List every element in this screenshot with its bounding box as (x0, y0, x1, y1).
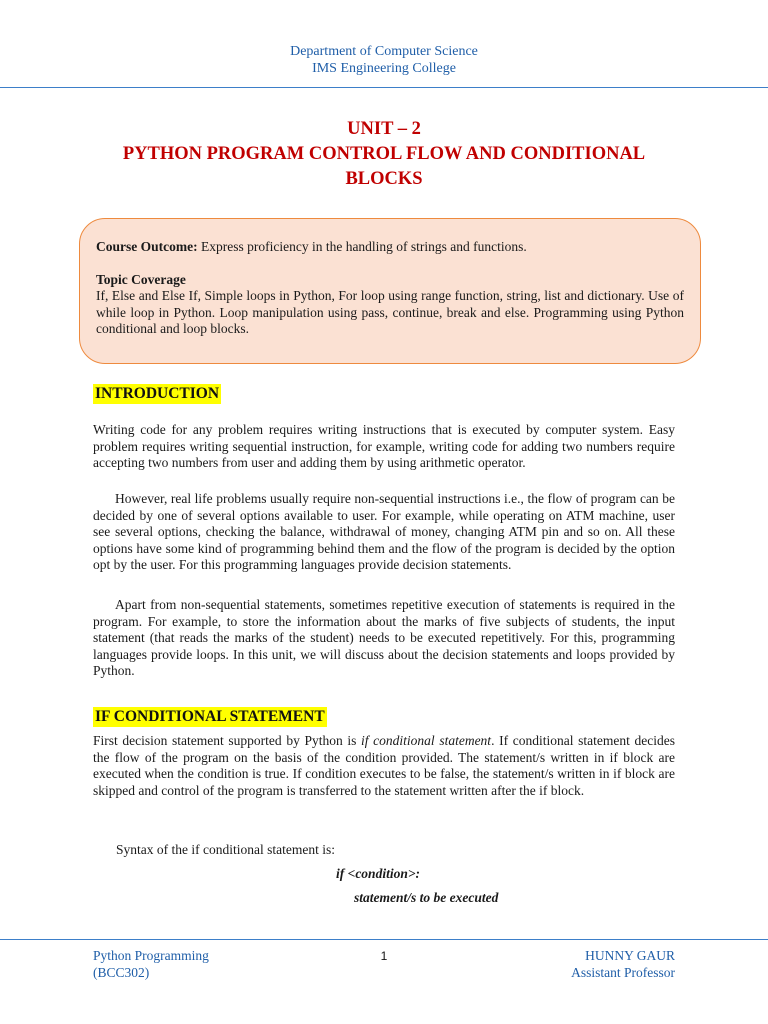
unit-title-line-2: BLOCKS (345, 169, 423, 189)
page-header (0, 43, 768, 77)
footer-divider (0, 939, 768, 940)
if-paragraph-start: First decision statement supported by Python is (93, 733, 362, 748)
unit-title-line-1: PYTHON PROGRAM CONTROL FLOW AND CONDITIONAL (122, 144, 646, 164)
footer-course-name: Python Programming (93, 948, 209, 963)
college-name: IMS Engineering College (312, 61, 456, 76)
department-name: Department of Computer Science (290, 44, 478, 59)
intro-paragraph-3: Apart from non-sequential statements, sometimes repetitive execution of statements is required in the program. For example, to store the information about the marks of five subjects of students, the input statement (that reads the marks of the student) needs to be executed repetitively. For this, programming languages provide loops. In this unit, we will discuss about the decision statements and loops provided by Python. (93, 597, 675, 679)
course-outcome (96, 239, 684, 256)
intro-paragraph-2: However, real life problems usually require non-sequential instructions i.e., the flow of program can be decided by one of several options available to user. For example, while operating on ATM machine, user see several options, checking the balance, withdrawal of money, changing ATM pin and so on. All these options have some kind of programming behind them and the flow of the program is decided by the option opt by the user. For this programming languages provide decision statements. (93, 491, 675, 573)
topic-coverage (96, 272, 684, 338)
footer-course (93, 947, 209, 981)
unit-title (60, 117, 708, 192)
introduction-heading: INTRODUCTION (95, 385, 220, 402)
topic-coverage-label: Topic Coverage (96, 271, 186, 287)
footer-course-code: (BCC302) (93, 965, 150, 980)
footer-author (571, 947, 675, 981)
header-divider (0, 87, 768, 88)
syntax-intro: Syntax of the if conditional statement is: (116, 842, 335, 857)
footer-author-name: HUNNY GAUR (585, 948, 675, 963)
topic-coverage-text: If, Else and Else If, Simple loops in Python, For loop using range function, string, list and dictionary. Use of while loop in Python. Loop manipulation using pass, continue, break and else. Programming using Python conditional and loop blocks. (96, 288, 684, 336)
footer-author-designation: Assistant Professor (571, 965, 675, 980)
unit-number: UNIT – 2 (347, 119, 421, 139)
if-paragraph-rest: . If conditional statement decides the flow of the program on the basis of the condition provided. The statement/s written in if block are executed when the condition is true. If condition executes to be false, the statement/s written in if block are skipped and control of the program is transferred to the statement written after the if block. (93, 733, 675, 798)
intro-paragraph-1: Writing code for any problem requires writing instructions that is executed by computer system. Easy problem requires writing sequential instruction, for example, writing code for adding two numbers require accepting two numbers from user and adding them by using arithmetic operator. (93, 422, 675, 471)
if-paragraph-term: if conditional statement (361, 733, 492, 748)
course-outcome-label: Course Outcome: (96, 239, 198, 254)
syntax-line-1: if <condition>: (336, 866, 421, 881)
course-outcome-box (79, 218, 701, 364)
if-statement-heading: IF CONDITIONAL STATEMENT (95, 708, 325, 725)
course-outcome-text: Express proficiency in the handling of strings and functions. (197, 239, 527, 254)
if-statement-paragraph (93, 733, 675, 799)
page-number: 1 (380, 949, 388, 963)
syntax-line-2: statement/s to be executed (354, 890, 499, 905)
